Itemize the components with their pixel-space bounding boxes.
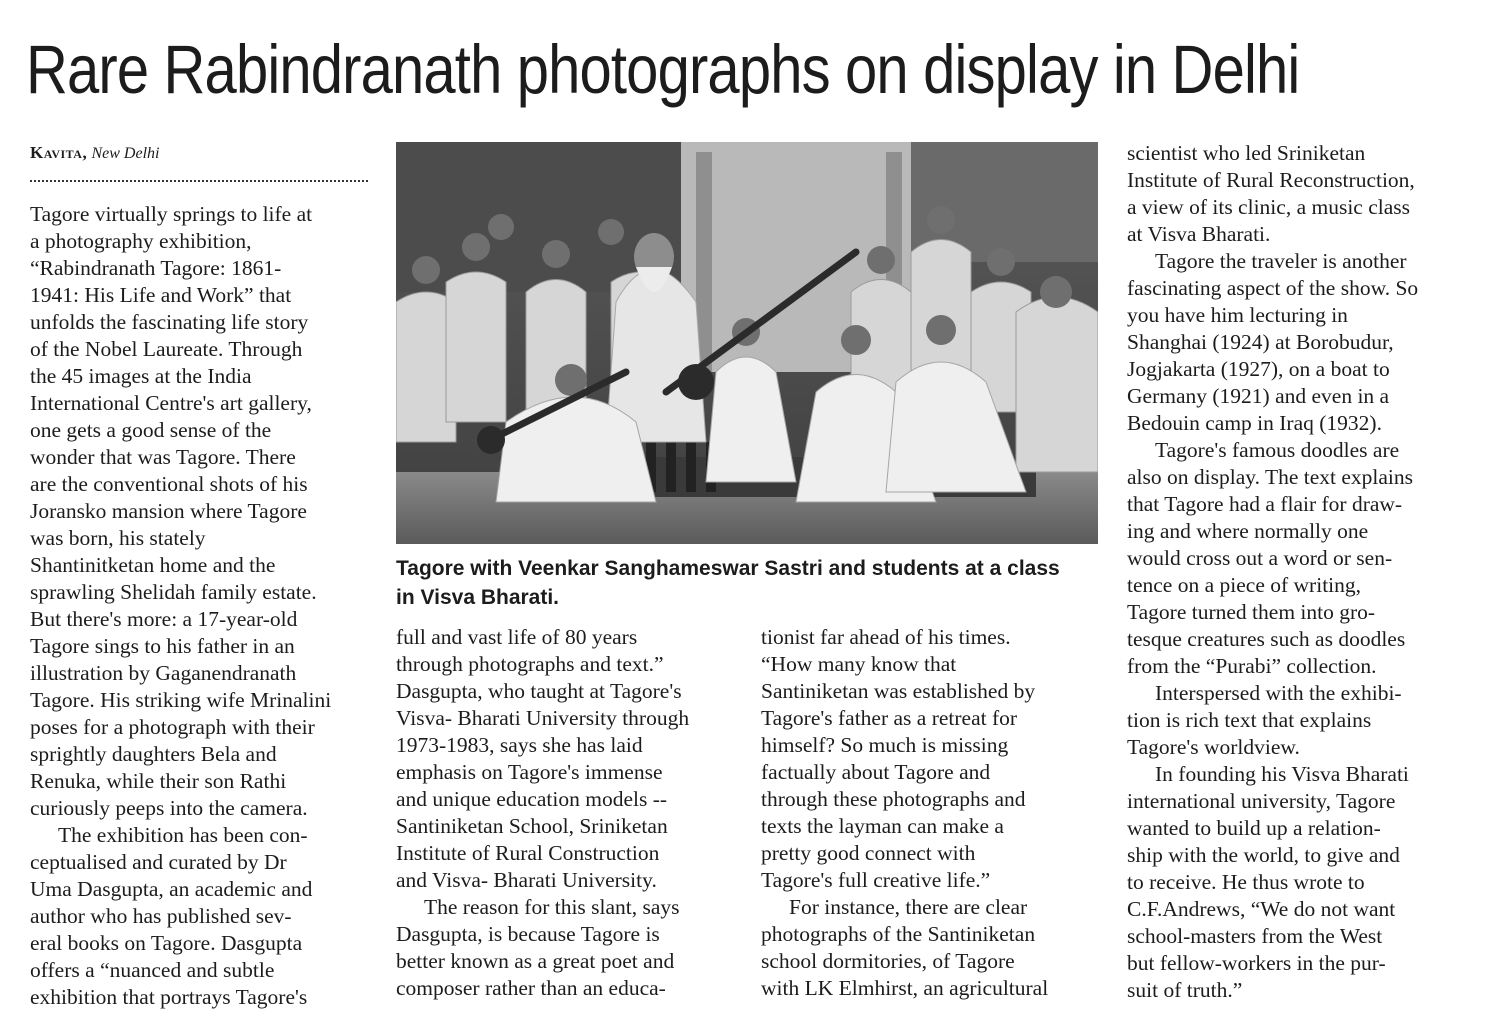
group-photograph <box>396 142 1098 544</box>
text-line: scientist who led Sriniketan <box>1127 141 1366 165</box>
byline-place: New Delhi <box>91 145 160 162</box>
text-line: Shanghai (1924) at Borobudur, <box>1127 330 1394 354</box>
text-line: “How many know that <box>761 652 957 676</box>
article-column-1 <box>30 201 331 1011</box>
text-line: suit of truth.” <box>1127 978 1243 1002</box>
text-line: Tagore's father as a retreat for <box>761 706 1018 730</box>
text-line: Dasgupta, who taught at Tagore's <box>396 679 682 703</box>
text-line: sprightly daughters Bela and <box>30 742 277 766</box>
text-line: International Centre's art gallery, <box>30 391 312 415</box>
text-line: was born, his stately <box>30 526 206 550</box>
text-line: himself? So much is missing <box>761 733 1009 757</box>
text-line: pretty good connect with <box>761 841 976 865</box>
byline <box>30 143 159 163</box>
text-line: at Visva Bharati. <box>1127 222 1271 246</box>
text-line: Tagore virtually springs to life at <box>30 202 313 226</box>
text-line: to receive. He thus wrote to <box>1127 870 1365 894</box>
text-line: from the “Purabi” collection. <box>1127 654 1377 678</box>
text-line: ceptualised and curated by Dr <box>30 850 287 874</box>
text-line: poses for a photograph with their <box>30 715 315 739</box>
article-column-2 <box>396 624 689 1002</box>
photograph-illustration <box>396 142 1098 544</box>
text-line: full and vast life of 80 years <box>396 625 638 649</box>
text-line: Institute of Rural Reconstruction, <box>1127 168 1415 192</box>
text-line: better known as a great poet and <box>396 949 675 973</box>
text-line: ing and where normally one <box>1127 519 1369 543</box>
text-line: Bedouin camp in Iraq (1932). <box>1127 411 1382 435</box>
text-line: sprawling Shelidah family estate. <box>30 580 317 604</box>
text-line: Tagore sings to his father in an <box>30 634 295 658</box>
text-line: Tagore's famous doodles are <box>1155 438 1400 462</box>
text-line: the 45 images at the India <box>30 364 252 388</box>
byline-divider <box>30 180 368 182</box>
text-line: international university, Tagore <box>1127 789 1396 813</box>
text-line: exhibition that portrays Tagore's <box>30 985 308 1009</box>
text-line: emphasis on Tagore's immense <box>396 760 663 784</box>
photo-caption <box>396 554 1106 612</box>
text-line: Tagore turned them into gro- <box>1127 600 1376 624</box>
text-line: would cross out a word or sen- <box>1127 546 1393 570</box>
text-line: offers a “nuanced and subtle <box>30 958 275 982</box>
text-line: The exhibition has been con- <box>58 823 308 847</box>
text-line: wanted to build up a relation- <box>1127 816 1381 840</box>
text-line: 1973-1983, says she has laid <box>396 733 643 757</box>
text-line: illustration by Gaganendranath <box>30 661 297 685</box>
text-line: and unique education models -- <box>396 787 668 811</box>
text-line: Institute of Rural Construction <box>396 841 660 865</box>
text-line: also on display. The text explains <box>1127 465 1414 489</box>
text-line: with LK Elmhirst, an agricultural <box>761 976 1049 1000</box>
text-line: school dormitories, of Tagore <box>761 949 1015 973</box>
text-line: a view of its clinic, a music class <box>1127 195 1411 219</box>
text-line: through photographs and text.” <box>396 652 664 676</box>
text-line: unfolds the fascinating life story <box>30 310 309 334</box>
caption-line: in Visva Bharati. <box>396 586 560 609</box>
text-line: eral books on Tagore. Dasgupta <box>30 931 303 955</box>
text-line: Visva- Bharati University through <box>396 706 690 730</box>
text-line: Santiniketan School, Sriniketan <box>396 814 668 838</box>
text-line: Germany (1921) and even in a <box>1127 384 1390 408</box>
text-line: tion is rich text that explains <box>1127 708 1372 732</box>
text-line: Shantinitketan home and the <box>30 553 276 577</box>
text-line: Tagore's worldview. <box>1127 735 1300 759</box>
text-line: ship with the world, to give and <box>1127 843 1400 867</box>
text-line: 1941: His Life and Work” that <box>30 283 292 307</box>
text-line: In founding his Visva Bharati <box>1155 762 1409 786</box>
text-line: tionist far ahead of his times. <box>761 625 1011 649</box>
text-line: texts the layman can make a <box>761 814 1004 838</box>
text-line: a photography exhibition, <box>30 229 252 253</box>
text-line: Interspersed with the exhibi- <box>1155 681 1402 705</box>
byline-author: Kavita, <box>30 143 88 162</box>
headline: Rare Rabindranath photographs on display in Delhi <box>26 31 1300 108</box>
text-line: school-masters from the West <box>1127 924 1383 948</box>
article-column-3 <box>761 624 1048 1002</box>
text-line: Jogjakarta (1927), on a boat to <box>1127 357 1390 381</box>
text-line: you have him lecturing in <box>1127 303 1348 327</box>
text-line: “Rabindranath Tagore: 1861- <box>30 256 282 280</box>
text-line: factually about Tagore and <box>761 760 991 784</box>
text-line: are the conventional shots of his <box>30 472 308 496</box>
text-line: Dasgupta, is because Tagore is <box>396 922 660 946</box>
text-line: Uma Dasgupta, an academic and <box>30 877 313 901</box>
text-line: tesque creatures such as doodles <box>1127 627 1406 651</box>
text-line: that Tagore had a flair for draw- <box>1127 492 1403 516</box>
text-line: of the Nobel Laureate. Through <box>30 337 303 361</box>
text-line: through these photographs and <box>761 787 1026 811</box>
text-line: photographs of the Santiniketan <box>761 922 1036 946</box>
text-line: one gets a good sense of the <box>30 418 272 442</box>
text-line: The reason for this slant, says <box>424 895 680 919</box>
text-line: but fellow-workers in the pur- <box>1127 951 1386 975</box>
text-line: Renuka, while their son Rathi <box>30 769 287 793</box>
text-line: Santiniketan was established by <box>761 679 1036 703</box>
text-line: C.F.Andrews, “We do not want <box>1127 897 1396 921</box>
text-line: composer rather than an educa- <box>396 976 666 1000</box>
text-line: curiously peeps into the camera. <box>30 796 308 820</box>
text-line: and Visva- Bharati University. <box>396 868 657 892</box>
text-line: fascinating aspect of the show. So <box>1127 276 1419 300</box>
text-line: Tagore's full creative life.” <box>761 868 991 892</box>
text-line: Joransko mansion where Tagore <box>30 499 307 523</box>
text-line: Tagore the traveler is another <box>1155 249 1407 273</box>
text-line: tence on a piece of writing, <box>1127 573 1362 597</box>
text-line: author who has published sev- <box>30 904 292 928</box>
article-column-4 <box>1127 140 1418 1004</box>
caption-line: Tagore with Veenkar Sanghameswar Sastri and students at a class <box>396 557 1060 580</box>
text-line: For instance, there are clear <box>789 895 1028 919</box>
text-line: Tagore. His striking wife Mrinalini <box>30 688 332 712</box>
text-line: wonder that was Tagore. There <box>30 445 296 469</box>
text-line: But there's more: a 17-year-old <box>30 607 298 631</box>
